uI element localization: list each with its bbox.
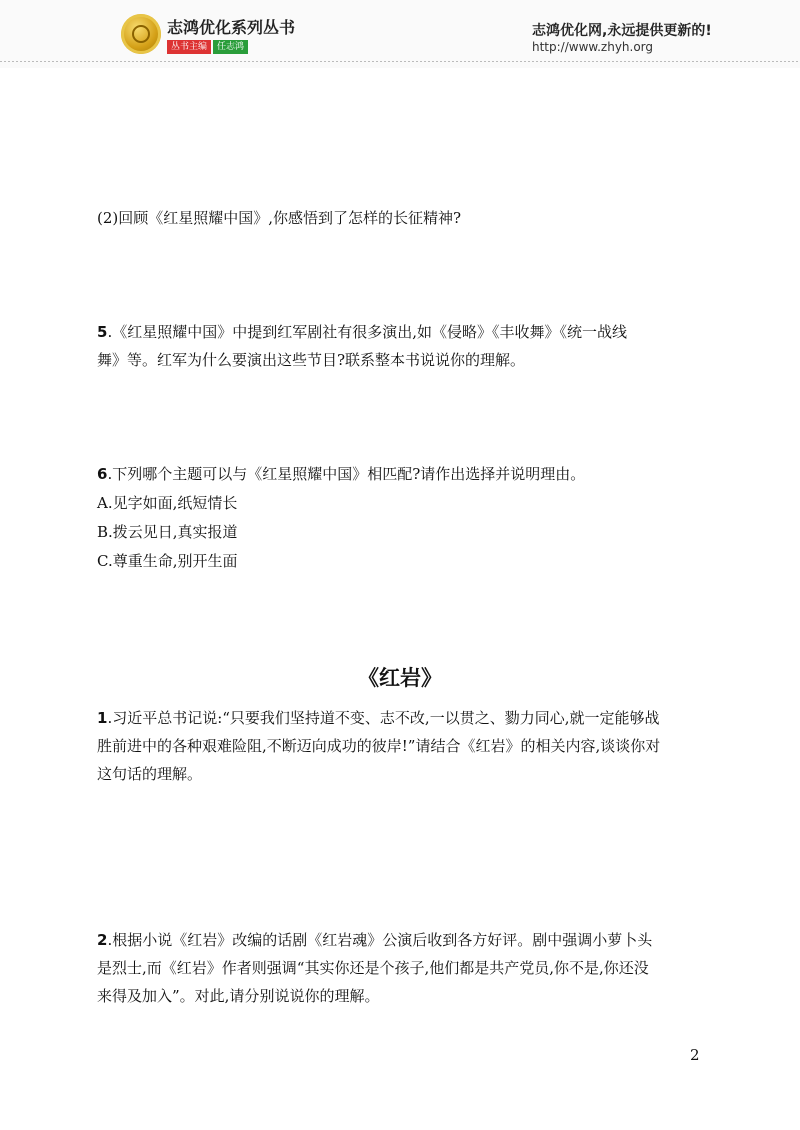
section-title: 《红岩》 — [358, 666, 442, 690]
question-number: 6 — [97, 465, 108, 483]
editor-tag: 丛书主编 — [167, 40, 211, 54]
series-logo-icon — [121, 14, 161, 54]
question-number: 1 — [97, 709, 108, 727]
page-number: 2 — [690, 1046, 700, 1064]
question-number: 5 — [97, 323, 108, 341]
question-5-line-2: 舞》等。红军为什么要演出这些节目?联系整本书说说你的理解。 — [97, 351, 526, 369]
option-a: A.见字如面,纸短情长 — [97, 494, 238, 512]
question-text: .《红星照耀中国》中提到红军剧社有很多演出,如《侵略》《丰收舞》《统一战线 — [107, 323, 627, 341]
series-title: 志鸿优化系列丛书 — [167, 18, 296, 37]
editor-name-tag: 任志鸿 — [213, 40, 248, 54]
hongyan-question-2-line-3: 来得及加入”。对此,请分别说说你的理解。 — [97, 987, 380, 1005]
hongyan-question-2-line-2: 是烈士,而《红岩》作者则强调“其实你还是个孩子,他们都是共产党员,你不是,你还没 — [97, 959, 649, 977]
question-4-2: (2)回顾《红星照耀中国》,你感悟到了怎样的长征精神? — [97, 209, 462, 227]
hongyan-question-1-line-1 — [97, 708, 659, 728]
site-slogan: 志鸿优化网,永远提供更新的! — [532, 23, 712, 39]
question-text: .习近平总书记说:“只要我们坚持道不变、志不改,一以贯之、勠力同心,就一定能够战 — [107, 709, 660, 727]
site-url: http://www.zhyh.org — [532, 40, 654, 54]
question-number: 2 — [97, 931, 108, 949]
hongyan-question-1-line-3: 这句话的理解。 — [97, 765, 203, 783]
question-6-line-1 — [97, 464, 585, 484]
hongyan-question-1-line-2: 胜前进中的各种艰难险阻,不断迈向成功的彼岸!”请结合《红岩》的相关内容,谈谈你对 — [97, 737, 661, 755]
page-header — [0, 0, 800, 68]
option-b: B.拨云见日,真实报道 — [97, 523, 238, 541]
option-c: C.尊重生命,别开生面 — [97, 552, 238, 570]
question-text: .下列哪个主题可以与《红星照耀中国》相匹配?请作出选择并说明理由。 — [107, 465, 586, 483]
question-text: .根据小说《红岩》改编的话剧《红岩魂》公演后收到各方好评。剧中强调小萝卜头 — [107, 931, 653, 949]
hongyan-question-2-line-1 — [97, 930, 652, 950]
question-5-line-1 — [97, 322, 627, 342]
editor-tags — [167, 40, 248, 54]
